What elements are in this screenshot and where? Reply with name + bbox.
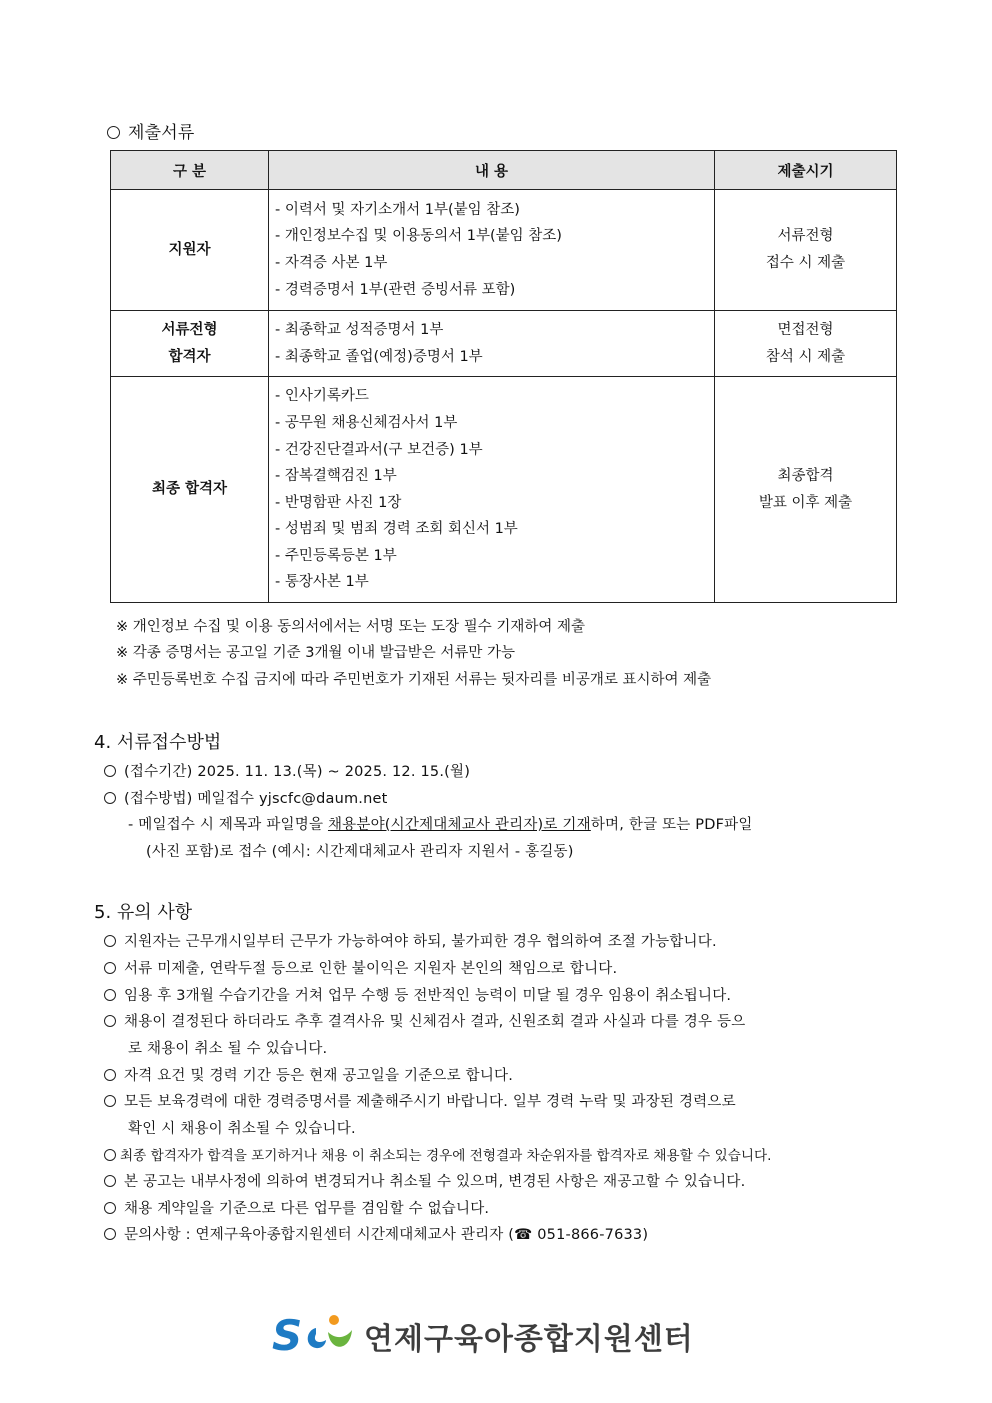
row-category: 지원자 (111, 190, 269, 311)
notice-item: 최종 합격자가 합격을 포기하거나 채용 이 취소되는 경우에 전형결과 차순위자를 합격자로 채용할 수 있습니다. (104, 1144, 771, 1164)
row-category: 최종 합격자 (111, 377, 269, 603)
circle-bullet-icon (104, 962, 116, 974)
note-resident-number: ※ 주민등록번호 수집 금지에 따라 주민번호가 기재된 서류는 뒷자리를 비공개로 표시하여 제출 (116, 672, 712, 688)
row-timing: 면접전형 참석 시 제출 (715, 311, 897, 377)
header-category: 구 분 (111, 151, 269, 190)
header-content: 내 용 (269, 151, 715, 190)
circle-bullet-icon (104, 1228, 116, 1240)
row-items: - 이력서 및 자기소개서 1부(붙임 참조) - 개인정보수집 및 이용동의서 1부(붙임 참조) - 자격증 사본 1부 - 경력증명서 1부(관련 증빙서류 포함) (269, 190, 715, 311)
table-row (111, 377, 897, 603)
notice-item: 채용 계약일을 기준으로 다른 업무를 겸임할 수 없습니다. (104, 1197, 489, 1218)
notice-item: 문의사항 : 연제구육아종합지원센터 시간제대체교사 관리자 (☎ 051-866-7633) (104, 1223, 648, 1244)
row-items: - 최종학교 성적증명서 1부 - 최종학교 졸업(예정)증명서 1부 (269, 311, 715, 377)
circle-bullet-icon (104, 1149, 116, 1161)
notice-item-continued: 로 채용이 취소 될 수 있습니다. (128, 1041, 328, 1057)
circle-bullet-icon (104, 1095, 116, 1107)
section4-detail-line2: (사진 포함)로 접수 (예시: 시간제대체교사 관리자 지원서 - 홍길동) (146, 844, 574, 860)
table-row (111, 311, 897, 377)
notice-item: 임용 후 3개월 수습기간을 거쳐 업무 수행 등 전반적인 능력이 미달 될 경우 임용이 취소됩니다. (104, 984, 731, 1005)
section4-method: (접수방법) 메일접수 yjscfc@daum.net (104, 787, 388, 808)
table-header-row (111, 151, 897, 190)
section5-heading: 5. 유의 사항 (94, 902, 193, 923)
svg-text:S: S (272, 1311, 303, 1360)
note-privacy: ※ 개인정보 수집 및 이용 동의서에서는 서명 또는 도장 필수 기재하여 제출 (116, 619, 586, 635)
note-certificates: ※ 각종 증명서는 공고일 기준 3개월 이내 발급받은 서류만 가능 (116, 645, 516, 661)
circle-bullet-icon (104, 1015, 116, 1027)
table-row (111, 190, 897, 311)
row-category: 서류전형 합격자 (111, 311, 269, 377)
notice-item: 채용이 결정된다 하더라도 추후 결격사유 및 신체검사 결과, 신원조회 결과 사실과 다를 경우 등으 (104, 1010, 745, 1031)
circle-bullet-icon (104, 935, 116, 947)
row-items: - 인사기록카드 - 공무원 채용신체검사서 1부 - 건강진단결과서(구 보건증) 1부 - 잠복결핵검진 1부 - 반명함판 사진 1장 - 성범죄 및 범죄 경력 조회 회신서 1부 - 주민등록등본 1부 - 통장사본 1부 (269, 377, 715, 603)
circle-bullet-icon (107, 126, 120, 139)
row-timing: 서류전형 접수 시 제출 (715, 190, 897, 311)
footer-logo (272, 1308, 722, 1364)
submission-heading: 제출서류 (107, 118, 195, 143)
header-timing: 제출시기 (715, 151, 897, 190)
center-logo-icon (272, 1308, 358, 1360)
notice-item: 자격 요건 및 경력 기간 등은 현재 공고일을 기준으로 합니다. (104, 1064, 513, 1085)
circle-bullet-icon (104, 765, 116, 777)
circle-bullet-icon (104, 792, 116, 804)
notice-item: 본 공고는 내부사정에 의하여 변경되거나 취소될 수 있으며, 변경된 사항은 재공고할 수 있습니다. (104, 1170, 745, 1191)
circle-bullet-icon (104, 1202, 116, 1214)
notice-item: 서류 미제출, 연락두절 등으로 인한 불이익은 지원자 본인의 책임으로 합니다. (104, 957, 617, 978)
notice-item: 모든 보육경력에 대한 경력증명서를 제출해주시기 바랍니다. 일부 경력 누락 및 과장된 경력으로 (104, 1090, 736, 1111)
circle-bullet-icon (104, 1069, 116, 1081)
circle-bullet-icon (104, 989, 116, 1001)
circle-bullet-icon (104, 1175, 116, 1187)
section4-detail: - 메일접수 시 제목과 파일명을 채용분야(시간제대체교사 관리자)로 기재하며, 한글 또는 PDF파일 (128, 817, 753, 833)
center-name: 연제구육아종합지원센터 (364, 1322, 694, 1357)
section4-heading: 4. 서류접수방법 (94, 732, 222, 753)
underlined-instruction: 채용분야(시간제대체교사 관리자)로 기재 (327, 817, 591, 833)
submission-table (110, 150, 897, 603)
section4-period: (접수기간) 2025. 11. 13.(목) ~ 2025. 12. 15.(월) (104, 760, 470, 781)
notice-item: 지원자는 근무개시일부터 근무가 가능하여야 하되, 불가피한 경우 협의하여 조절 가능합니다. (104, 930, 717, 951)
row-timing: 최종합격 발표 이후 제출 (715, 377, 897, 603)
notice-item-continued: 확인 시 채용이 취소될 수 있습니다. (128, 1121, 356, 1137)
